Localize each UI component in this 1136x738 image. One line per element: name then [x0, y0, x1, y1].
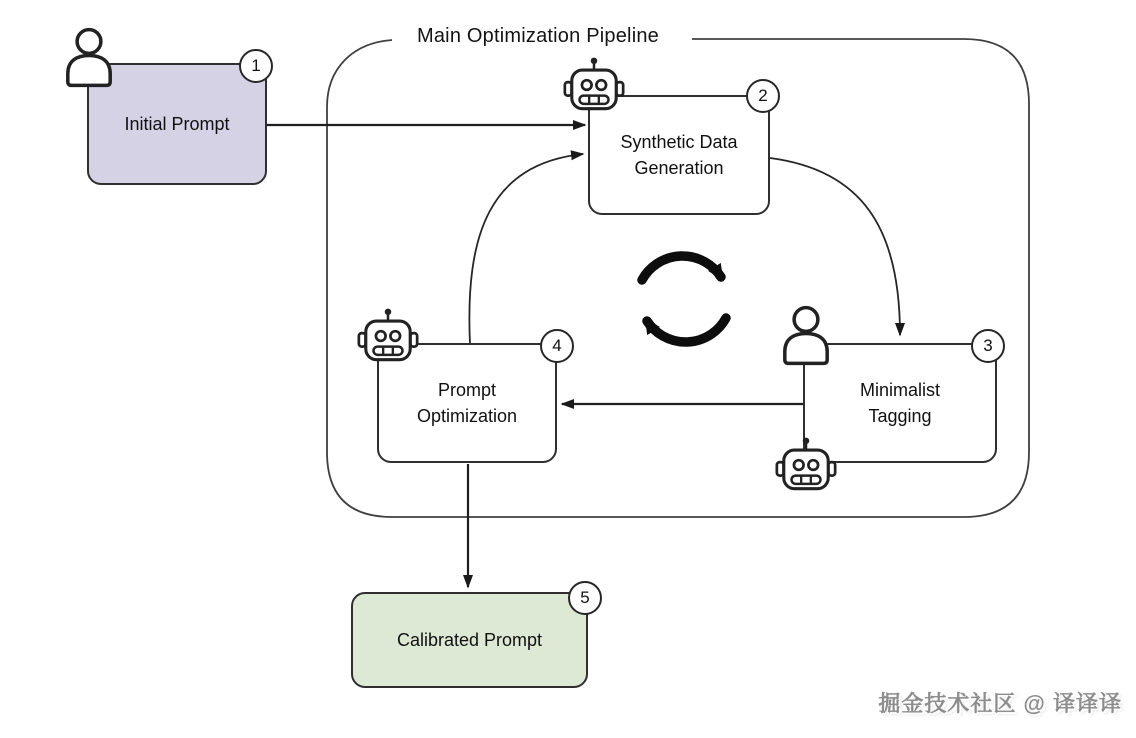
step-badge-2	[746, 79, 780, 113]
step-badge-5-number: 5	[580, 588, 590, 607]
person-icon	[777, 304, 835, 366]
node-calibrated-prompt	[351, 592, 588, 688]
step-badge-3	[971, 329, 1005, 363]
step-badge-4-number: 4	[552, 336, 562, 355]
pipeline-title: Main Optimization Pipeline	[417, 25, 659, 47]
step-badge-2-number: 2	[758, 86, 768, 105]
node-prompt-optimization-label: Prompt Optimization	[416, 379, 518, 426]
node-synthetic-data-generation	[588, 95, 770, 215]
person-icon	[60, 26, 118, 88]
cycle-sync-icon	[642, 256, 726, 342]
step-badge-4	[540, 329, 574, 363]
robot-icon	[563, 57, 625, 113]
step-badge-5	[568, 581, 602, 615]
node-minimalist-tagging-label: Minimalist Tagging	[859, 379, 940, 426]
robot-icon	[357, 308, 419, 364]
watermark-text: 掘金技术社区 @ 译译译	[878, 691, 1122, 716]
node-initial-prompt-label: Initial Prompt	[124, 113, 230, 134]
arrow-optimization-to-synthetic	[469, 154, 583, 344]
step-badge-3-number: 3	[983, 336, 993, 355]
step-badge-1-number: 1	[251, 56, 261, 75]
robot-icon	[775, 437, 837, 493]
step-badge-1	[239, 49, 273, 83]
node-calibrated-prompt-label: Calibrated Prompt	[396, 629, 543, 650]
node-synthetic-data-generation-label: Synthetic Data Generation	[620, 131, 738, 178]
